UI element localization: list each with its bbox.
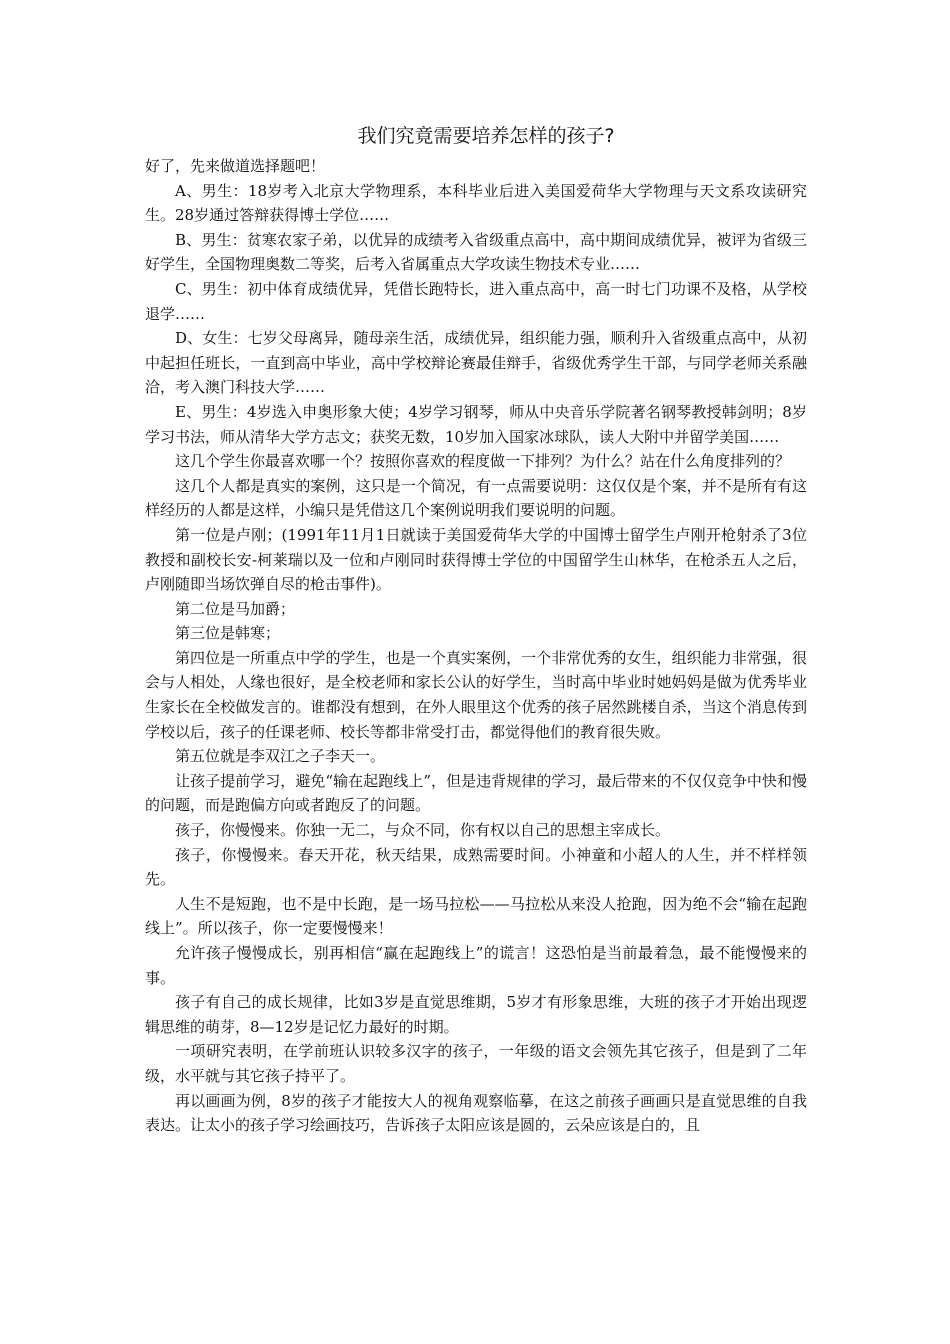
paragraph: 第一位是卢刚；(1991年11月1日就读于美国爱荷华大学的中国博士留学生卢刚开枪射杀了3位教授和副校长安-柯莱瑞以及一位和卢刚同时获得博士学位的中国留学生山林华，在枪杀五人之后，卢刚随即当场饮弹自尽的枪击事件)。: [145, 525, 807, 594]
paragraph: 再以画画为例，8岁的孩子才能按大人的视角观察临摹，在这之前孩子画画只是直觉思维的自我表达。让太小的孩子学习绘画技巧，告诉孩子太阳应该是圆的，云朵应该是白的，且: [145, 1091, 807, 1135]
paragraph: A、男生：18岁考入北京大学物理系，本科毕业后进入美国爱荷华大学物理与天文系攻读研究生。28岁通过答辩获得博士学位……: [145, 181, 807, 225]
paragraph: 好了，先来做道选择题吧！: [145, 157, 326, 175]
paragraph: 人生不是短跑，也不是中长跑，是一场马拉松——马拉松从来没人抢跑，因为绝不会“输在起跑线上”。所以孩子，你一定要慢慢来！: [145, 894, 807, 938]
paragraph: 这几个人都是真实的案例，这只是一个简况，有一点需要说明：这仅仅是个案，并不是所有有这样经历的人都是这样，小编只是凭借这几个案例说明我们要说明的问题。: [145, 476, 807, 520]
paragraph: 让孩子提前学习，避免“输在起跑线上”，但是违背规律的学习，最后带来的不仅仅竞争中快和慢的问题，而是跑偏方向或者跑反了的问题。: [145, 771, 807, 815]
paragraph: 孩子有自己的成长规律，比如3岁是直觉思维期，5岁才有形象思维，大班的孩子才开始出现逻辑思维的萌芽，8—12岁是记忆力最好的时期。: [145, 993, 807, 1036]
paragraph: 第二位是马加爵；: [175, 599, 296, 618]
document-page: [145, 118, 807, 1138]
paragraph: D、女生：七岁父母离异，随母亲生活，成绩优异，组织能力强，顺利升入省级重点高中，从初中起担任班长，一直到高中毕业，高中学校辩论赛最佳辩手，省级优秀学生干部，与同学老师关系融洽，考入澳门科技大学……: [145, 329, 807, 397]
paragraph: 一项研究表明，在学前班认识较多汉字的孩子，一年级的语文会领先其它孩子，但是到了二年级，水平就与其它孩子持平了。: [145, 1042, 807, 1085]
document-body: [145, 154, 807, 1138]
document-title: 我们究竟需要培养怎样的孩子?: [357, 125, 615, 147]
paragraph: 第三位是韩寒；: [175, 624, 281, 643]
paragraph: 孩子，你慢慢来。春天开花，秋天结果，成熟需要时间。小神童和小超人的人生，并不样样领先。: [145, 845, 807, 889]
paragraph: 第五位就是李双江之子李天一。: [175, 747, 386, 766]
paragraph: E、男生：4岁选入申奥形象大使；4岁学习钢琴，师从中央音乐学院著名钢琴教授韩剑明；8岁学习书法，师从清华大学方志文；获奖无数，10岁加入国家冰球队，读人大附中并留学美国……: [145, 402, 807, 446]
paragraph: 这几个学生你最喜欢哪一个？按照你喜欢的程度做一下排列？为什么？站在什么角度排列的？: [175, 452, 791, 471]
paragraph: 孩子，你慢慢来。你独一无二，与众不同，你有权以自己的思想主宰成长。: [175, 821, 671, 840]
paragraph: C、男生：初中体育成绩优异，凭借长跑特长，进入重点高中，高一时七门功课不及格，从学校退学……: [145, 279, 807, 323]
paragraph: B、男生：贫寒农家子弟，以优异的成绩考入省级重点高中，高中期间成绩优异，被评为省级三好学生，全国物理奥数二等奖，后考入省属重点大学攻读生物技术专业……: [145, 230, 807, 274]
paragraph: 第四位是一所重点中学的学生，也是一个真实案例，一个非常优秀的女生，组织能力非常强，很会与人相处，人缘也很好，是全校老师和家长公认的好学生，当时高中毕业时她妈妈是做为优秀毕业生家长在全校做发言的。谁都没有想到，在外人眼里这个优秀的孩子居然跳楼自杀，当这个消息传到学校以后，孩子的任课老师、校长等都非常受打击，都觉得他们的教育很失败。: [145, 648, 807, 741]
paragraph: 允许孩子慢慢成长，别再相信“赢在起跑线上”的谎言！这恐怕是当前最着急，最不能慢慢来的事。: [145, 944, 807, 987]
